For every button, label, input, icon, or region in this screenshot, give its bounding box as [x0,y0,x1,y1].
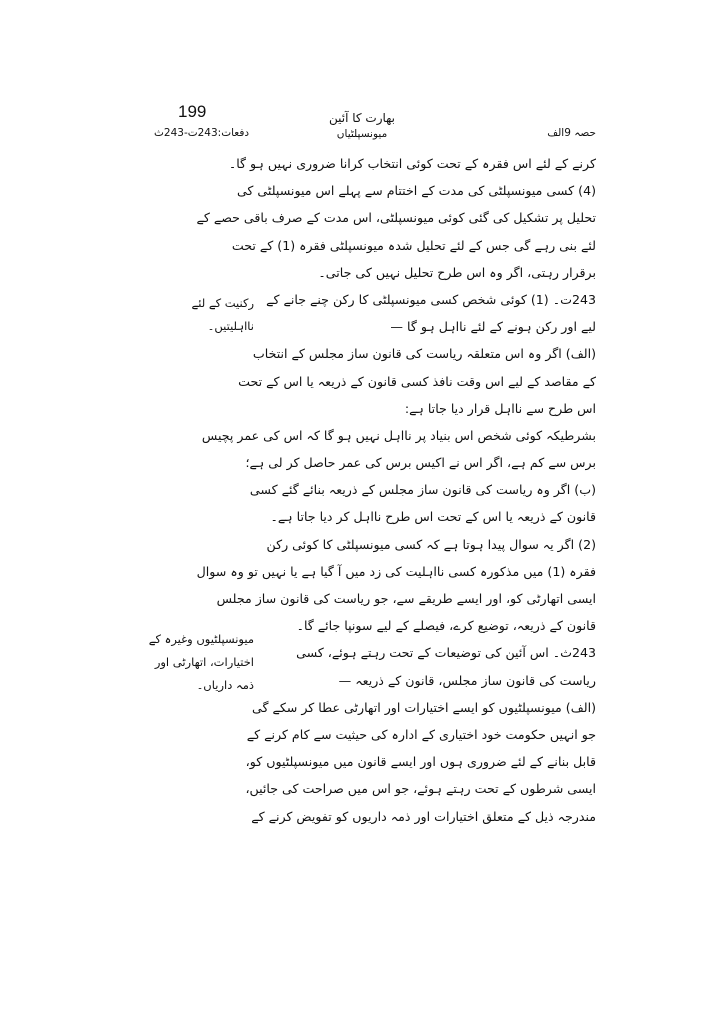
running-header [300,110,424,142]
body-line: قانون کے ذریعہ، توضیع کرے، فیصلے کے لیے سونپا جائے گا۔ [296,618,596,634]
body-line: قابل بنانے کے لئے ضروری ہوں اور ایسے قانون میں میونسپلٹیوں کو، [245,754,596,770]
body-line: (2) اگر یہ سوال پیدا ہوتا ہے کہ کسی میونسپلٹی کا کوئی رکن [266,536,596,552]
body-line: بشرطیکہ کوئی شخص اس بنیاد پر نااہل نہیں ہو گا کہ اس کی عمر پچیس [201,427,596,443]
margin-note-line: میونسپلٹیوں وغیرہ کے [148,632,254,646]
body-line: جو انہیں حکومت خود اختیاری کے ادارہ کی حیثیت سے کام کرنے کے [246,726,596,742]
body-line: ایسی اتھارٹی کو، اور ایسے طریقے سے، جو ریاست کی قانون ساز مجلس [216,591,596,606]
body-line: برس سے کم ہے، اگر اس نے اکیس برس کی عمر حاصل کر لی ہے؛ [245,455,596,471]
body-line: لئے بنی رہے گی جس کے لئے تحلیل شدہ میونسپلٹی فقرہ (1) کے تحت [231,237,596,253]
margin-note-line: نااہلیتیں۔ [207,319,254,333]
margin-note-line: ذمہ داریاں۔ [196,678,254,692]
sections-range-label: دفعات:243ت-243ث [154,127,250,139]
margin-note-line: رکنیت کے لئے [191,296,254,310]
margin-note-powers [150,628,254,697]
body-line: قانون کے ذریعہ یا اس کے تحت اس طرح نااہل کر دیا جاتا ہے۔ [270,509,596,525]
body-line: اس طرح سے نااہل قرار دیا جاتا ہے: [404,400,596,416]
body-line: (الف) اگر وہ اس متعلقہ ریاست کی قانون ساز مجلس کے انتخاب [252,346,596,362]
page-number: 199 [178,102,207,121]
body-line: ریاست کی قانون ساز مجلس، قانون کے ذریعہ — [338,672,596,688]
body-line: کے مقاصد کے لیے اس وقت نافذ کسی قانون کے ذریعہ یا اس کے تحت [238,373,596,389]
body-line: برقرار رہتی، اگر وہ اس طرح تحلیل نہیں کی جاتی۔ [318,264,596,280]
document-title: بھارت کا آئین [328,111,396,125]
body-line: (الف) میونسپلٹیوں کو ایسے اختیارات اور اتھارٹی عطا کر سکے گی [251,699,596,715]
part-label: حصہ 9الف [547,127,596,139]
body-line: مندرجہ ذیل کے متعلق اختیارات اور ذمہ داریوں کو تفویض کرنے کے [251,808,596,824]
margin-note-line: اختیارات، اتھارٹی اور [154,655,254,669]
body-line: کرنے کے لئے اس فقرہ کے تحت کوئی انتخاب کرانا ضروری نہیں ہو گا۔ [228,156,596,171]
body-line: (4) کسی میونسپلٹی کی مدت کے اختتام سے پہلے اس میونسپلٹی کی [236,183,596,199]
body-line: ایسی شرطوں کے تحت رہتے ہوئے، جو اس میں صراحت کی جائیں، [245,781,596,797]
body-line: (ب) اگر وہ ریاست کی قانون ساز مجلس کے ذریعہ بنائے گئے کسی [249,482,596,498]
chapter-subtitle: میونسپلٹیاں [336,128,388,140]
body-line: 243ث۔ اس آئین کی توضیعات کے تحت رہتے ہوئے، کسی [296,645,596,661]
body-line: تحلیل پر تشکیل کی گئی کوئی میونسپلٹی، اس مدت کے صرف باقی حصے کے [196,210,596,226]
body-line: 243ت۔ (1) کوئی شخص کسی میونسپلٹی کا رکن چنے جانے کے [266,291,596,307]
body-line: لیے اور رکن ہونے کے لئے نااہل ہو گا — [390,319,596,335]
margin-note-disqualifications [150,292,254,338]
body-line: فقرہ (1) میں مذکورہ کسی نااہلیت کی زد میں آ گیا ہے یا نہیں تو وہ سوال [196,563,596,579]
